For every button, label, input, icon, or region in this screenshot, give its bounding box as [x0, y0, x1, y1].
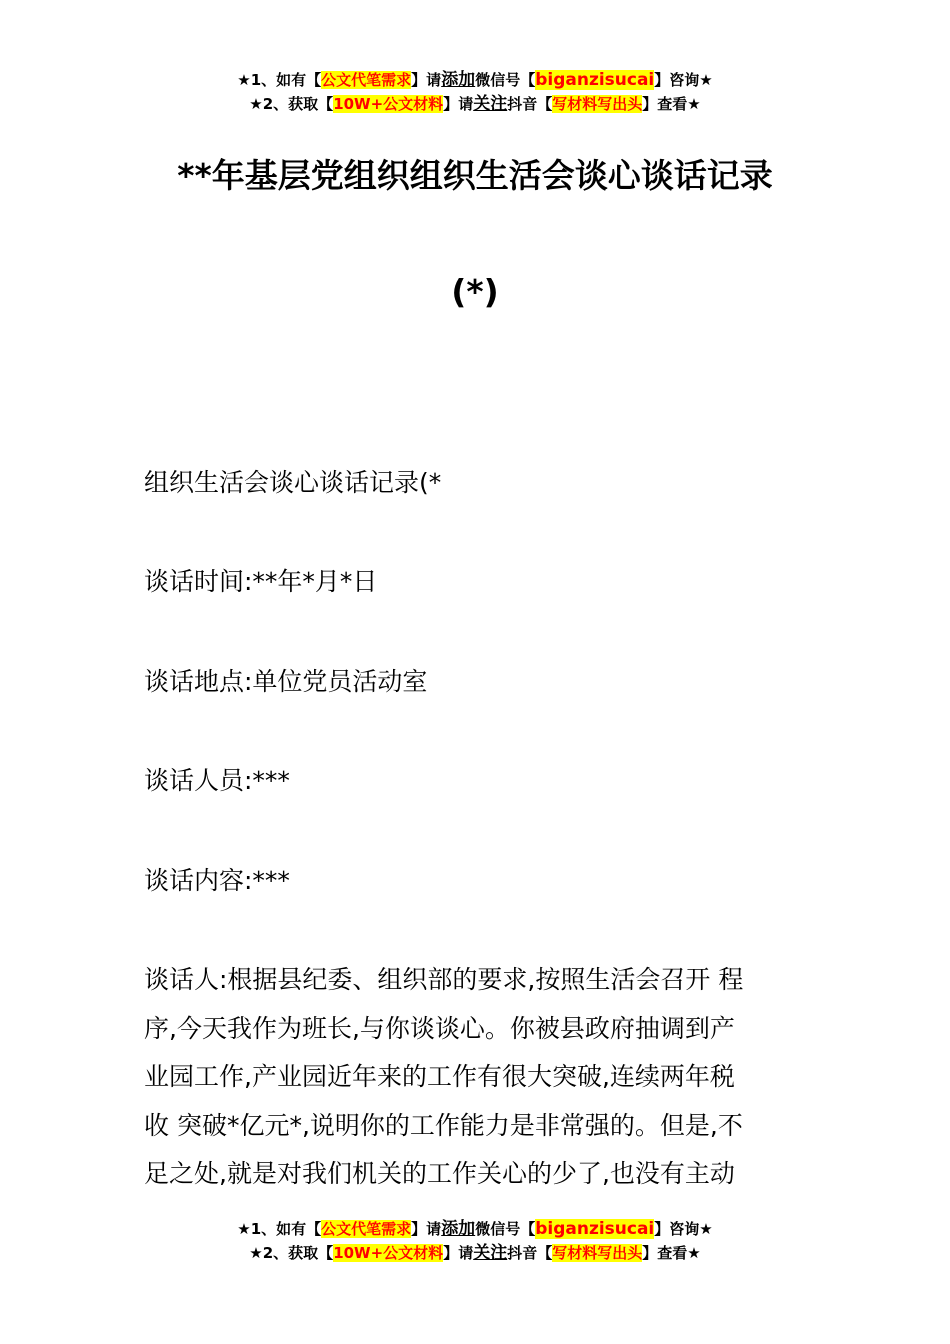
body-line: 足之处,就是对我们机关的工作关心的少了,也没有主动: [144, 1159, 735, 1188]
document-title: **年基层党组织组织生活会谈心谈话记录: [177, 156, 773, 195]
banner-line-2: ★2、获取【10W+公文材料】请关注抖音【写材料写出头】查看★: [249, 94, 701, 114]
body-paragraph: [144, 956, 808, 1199]
highlight-materials: 10W+公文材料: [333, 1244, 444, 1262]
highlight-wechat-id: biganzisucai: [535, 1219, 655, 1239]
talk-content: 谈话内容:***: [144, 866, 290, 895]
highlight-service: 公文代笔需求: [321, 71, 412, 89]
highlight-wechat-id: biganzisucai: [535, 70, 655, 90]
banner-line-1: ★1、如有【公文代笔需求】请添加微信号【biganzisucai】咨询★: [237, 70, 713, 90]
highlight-douyin: 写材料写出头: [552, 95, 643, 113]
banner-line-1: ★1、如有【公文代笔需求】请添加微信号【biganzisucai】咨询★: [237, 1219, 713, 1239]
document-title-suffix: (*): [451, 272, 499, 311]
talk-people: 谈话人员:***: [144, 766, 290, 795]
talk-place: 谈话地点:单位党员活动室: [144, 667, 428, 696]
highlight-materials: 10W+公文材料: [333, 95, 444, 113]
body-line: 谈话人:根据县纪委、组织部的要求,按照生活会召开 程: [144, 965, 744, 994]
header-banner: [0, 68, 950, 116]
body-line: 序,今天我作为班长,与你谈谈心。你被县政府抽调到产: [144, 1013, 735, 1043]
body-line: 收 突破*亿元*,说明你的工作能力是非常强的。但是,不: [144, 1110, 743, 1140]
body-line: 业园工作,产业园近年来的工作有很大突破,连续两年税: [144, 1062, 735, 1091]
footer-banner: [0, 1217, 950, 1265]
talk-time: 谈话时间:**年*月*日: [144, 567, 378, 596]
highlight-service: 公文代笔需求: [321, 1220, 412, 1238]
record-heading: 组织生活会谈心谈话记录(*: [144, 468, 442, 497]
highlight-douyin: 写材料写出头: [552, 1244, 643, 1262]
banner-line-2: ★2、获取【10W+公文材料】请关注抖音【写材料写出头】查看★: [249, 1243, 701, 1263]
